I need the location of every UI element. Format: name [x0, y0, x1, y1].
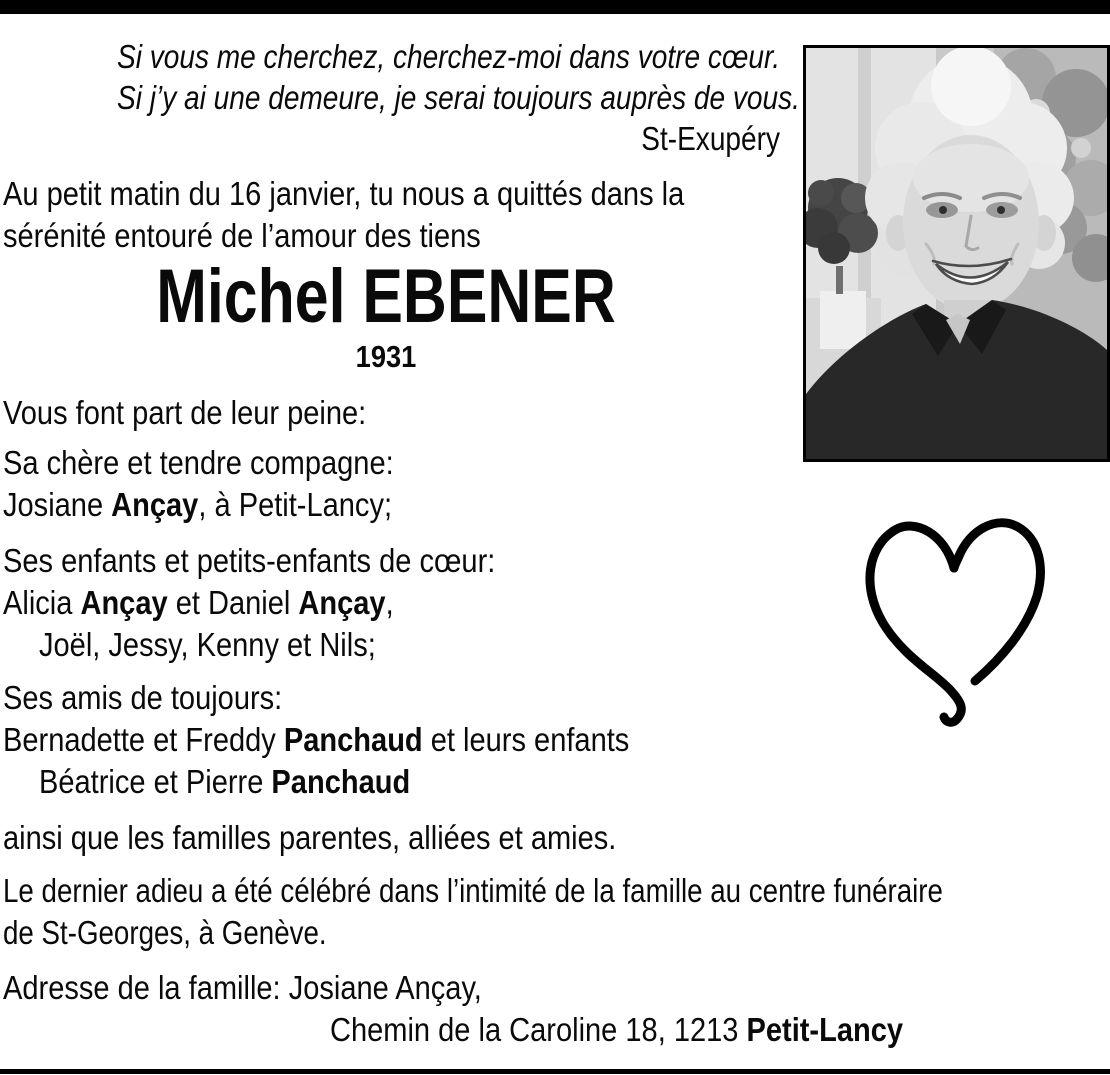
text-line: Béatrice et Pierre Panchaud: [39, 763, 411, 800]
heart-icon: [855, 506, 1061, 732]
notice-paragraph-families: [3, 817, 700, 859]
deceased-name-title: [0, 256, 772, 338]
text-line: Josiane Ançay, à Petit-Lancy;: [3, 486, 393, 523]
announcement-line-2: sérénité entouré de l’amour des tiens: [3, 217, 481, 254]
text-line: Bernadette et Freddy Panchaud et leurs enfants: [3, 721, 630, 758]
deceased-name: Michel EBENER: [156, 254, 616, 339]
top-rule-bar: [0, 0, 1110, 14]
notice-paragraph-children: [3, 540, 562, 666]
bottom-rule-bar: [0, 1069, 1110, 1074]
portrait-photo-graphic: [806, 48, 1107, 459]
text-line: Joël, Jessy, Kenny et Nils;: [39, 626, 376, 663]
notice-paragraph-friends: [3, 677, 715, 803]
announcement-paragraph: [3, 173, 777, 257]
notice-paragraph-companion: [3, 442, 447, 526]
announcement-line-1: Au petit matin du 16 janvier, tu nous a quittés dans la: [3, 175, 685, 212]
quote-line-2: Si j’y ai une demeure, je serai toujours auprès de vous.: [117, 79, 800, 116]
text-line: de St-Georges, à Genève.: [3, 914, 327, 951]
birth-year-value: 1931: [355, 339, 417, 374]
text-line: Alicia Ançay et Daniel Ançay,: [3, 584, 394, 621]
text-line: Le dernier adieu a été célébré dans l’intimité de la famille au centre funéraire: [3, 872, 943, 909]
text-line: Ses amis de toujours:: [3, 679, 283, 716]
notice-paragraph-intro: [3, 392, 416, 434]
quote-line-1: Si vous me cherchez, cherchez-moi dans votre cœur.: [117, 38, 781, 75]
text-line: ainsi que les familles parentes, alliées et amies.: [3, 819, 617, 856]
birth-year: [0, 339, 772, 375]
text-line: Chemin de la Caroline 18, 1213 Petit-Lancy: [330, 1011, 904, 1048]
notice-paragraph-address: [3, 967, 981, 1051]
text-line: Sa chère et tendre compagne:: [3, 444, 394, 481]
quote-block: [0, 36, 800, 159]
text-line: Adresse de la famille: Josiane Ançay,: [3, 969, 482, 1006]
notice-paragraph-ceremony: [3, 870, 1110, 954]
portrait-photo: [803, 45, 1110, 462]
text-line: Vous font part de leur peine:: [3, 394, 367, 431]
text-line: Ses enfants et petits-enfants de cœur:: [3, 542, 496, 579]
quote-attribution: St-Exupéry: [641, 120, 780, 157]
heart-graphic: [855, 506, 1061, 732]
